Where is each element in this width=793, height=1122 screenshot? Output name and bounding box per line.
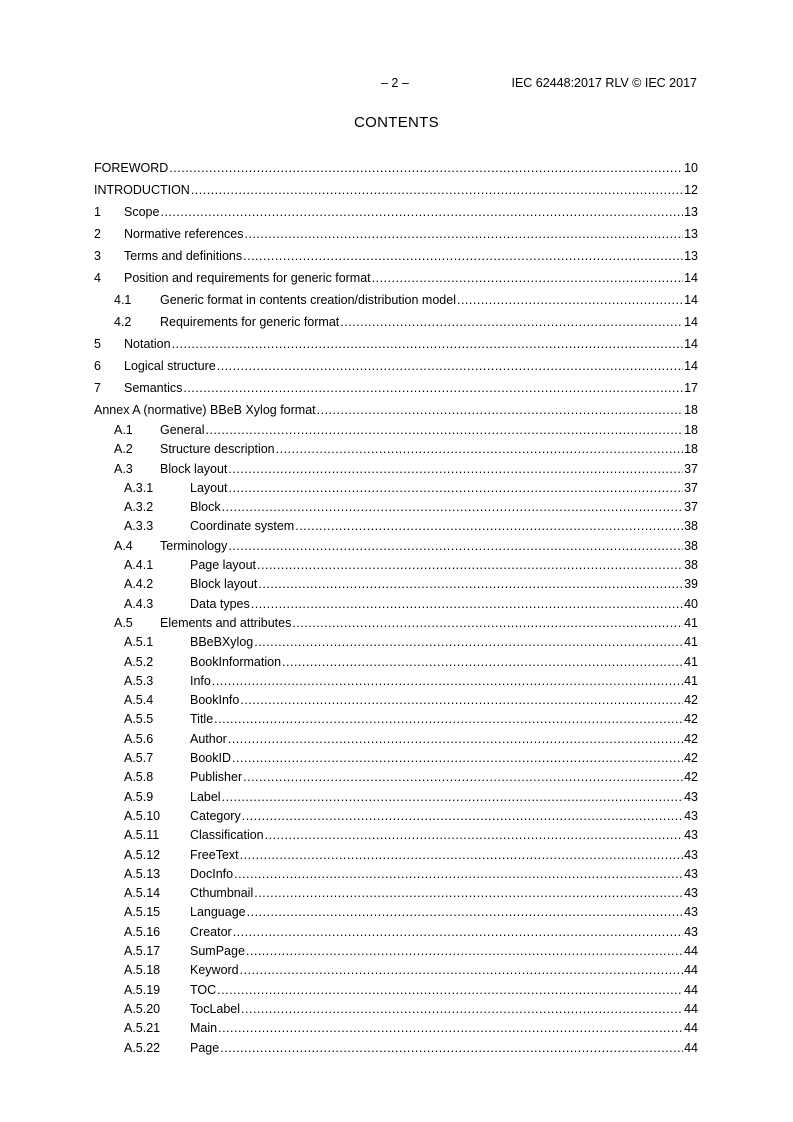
toc-entry-page: 44 bbox=[684, 1021, 698, 1036]
toc-entry[interactable] bbox=[94, 289, 698, 311]
toc-dot-leader bbox=[372, 267, 683, 289]
toc-entry-label: Page bbox=[190, 1040, 220, 1055]
toc-dot-leader bbox=[172, 333, 684, 355]
toc-entry-label: Generic format in contents creation/distribution model bbox=[160, 293, 456, 307]
toc-dot-leader bbox=[247, 903, 683, 922]
toc-dot-leader bbox=[317, 399, 683, 421]
toc-entry-page: 43 bbox=[684, 866, 698, 881]
toc-entry[interactable] bbox=[94, 575, 698, 594]
toc-entry-label: Main bbox=[190, 1021, 218, 1036]
toc-entry-number: A.5.15 bbox=[124, 905, 161, 920]
toc-entry-number: A.4 bbox=[114, 538, 133, 553]
toc-entry[interactable] bbox=[94, 267, 698, 289]
toc-entry-number: A.4.2 bbox=[124, 577, 154, 592]
toc-entry-label: Terminology bbox=[160, 538, 228, 553]
table-of-contents bbox=[94, 157, 698, 1058]
toc-entry-label: FOREWORD bbox=[94, 161, 169, 175]
toc-entry[interactable] bbox=[94, 333, 698, 355]
toc-entry-label: Category bbox=[190, 808, 241, 823]
toc-entry-label: Logical structure bbox=[124, 359, 216, 373]
toc-dot-leader bbox=[251, 595, 683, 614]
toc-entry-label: DocInfo bbox=[190, 866, 234, 881]
toc-entry-label: Terms and definitions bbox=[124, 249, 243, 263]
toc-entry-page: 37 bbox=[684, 480, 698, 495]
toc-dot-leader bbox=[228, 730, 683, 749]
toc-entry-label: Cthumbnail bbox=[190, 886, 254, 901]
toc-entry[interactable] bbox=[94, 1019, 698, 1038]
toc-entry[interactable] bbox=[94, 614, 698, 633]
toc-entry[interactable] bbox=[94, 730, 698, 749]
toc-entry-number: A.5.8 bbox=[124, 770, 154, 785]
toc-entry-number: A.5.14 bbox=[124, 886, 161, 901]
toc-entry-number: A.5.9 bbox=[124, 789, 154, 804]
toc-entry-page: 43 bbox=[684, 886, 698, 901]
toc-entry-page: 14 bbox=[684, 293, 698, 307]
toc-entry-number: A.5.21 bbox=[124, 1021, 161, 1036]
toc-entry-page: 43 bbox=[684, 847, 698, 862]
toc-entry-number: A.5.17 bbox=[124, 944, 161, 959]
toc-entry[interactable] bbox=[94, 865, 698, 884]
toc-entry-label: BookInfo bbox=[190, 693, 240, 708]
toc-entry-number: A.5.18 bbox=[124, 963, 161, 978]
toc-entry-number: A.5.7 bbox=[124, 751, 154, 766]
toc-dot-leader bbox=[243, 768, 683, 787]
toc-entry-label: Label bbox=[190, 789, 221, 804]
toc-entry-label: Elements and attributes bbox=[160, 615, 292, 630]
toc-entry-number: 2 bbox=[94, 227, 101, 241]
toc-entry-page: 38 bbox=[684, 558, 698, 573]
toc-entry[interactable] bbox=[94, 633, 698, 652]
toc-entry-page: 41 bbox=[684, 654, 698, 669]
toc-entry[interactable] bbox=[94, 846, 698, 865]
toc-entry[interactable] bbox=[94, 942, 698, 961]
toc-entry-number: A.3 bbox=[114, 461, 133, 476]
toc-entry-page: 42 bbox=[684, 751, 698, 766]
toc-entry[interactable] bbox=[94, 355, 698, 377]
toc-entry-number: 4.1 bbox=[114, 293, 132, 307]
toc-entry-page: 14 bbox=[684, 271, 698, 285]
toc-entry-number: A.3.3 bbox=[124, 519, 154, 534]
toc-entry-number: A.1 bbox=[114, 423, 133, 437]
toc-dot-leader bbox=[276, 440, 683, 459]
toc-entry-number: A.5.1 bbox=[124, 635, 154, 650]
toc-entry-label: FreeText bbox=[190, 847, 239, 862]
toc-entry-number: A.5.2 bbox=[124, 654, 154, 669]
toc-entry-number: 1 bbox=[94, 205, 101, 219]
toc-dot-leader bbox=[191, 179, 683, 201]
toc-dot-leader bbox=[241, 1000, 683, 1019]
toc-entry-page: 10 bbox=[684, 161, 698, 175]
toc-dot-leader bbox=[183, 377, 683, 399]
toc-entry-label: BookInformation bbox=[190, 654, 282, 669]
toc-dot-leader bbox=[240, 961, 683, 980]
toc-dot-leader bbox=[205, 421, 683, 440]
toc-dot-leader bbox=[254, 884, 683, 903]
toc-entry-page: 42 bbox=[684, 770, 698, 785]
toc-entry-label: TocLabel bbox=[190, 1001, 241, 1016]
toc-entry-number: A.5.4 bbox=[124, 693, 154, 708]
toc-entry-number: A.5.13 bbox=[124, 866, 161, 881]
toc-entry[interactable] bbox=[94, 826, 698, 845]
toc-entry-label: Semantics bbox=[124, 381, 183, 395]
toc-entry-number: A.5.10 bbox=[124, 808, 161, 823]
toc-entry-number: 6 bbox=[94, 359, 101, 373]
toc-entry[interactable] bbox=[94, 749, 698, 768]
toc-dot-leader bbox=[212, 672, 683, 691]
toc-entry-label: Author bbox=[190, 731, 227, 746]
toc-entry-number: A.4.1 bbox=[124, 558, 154, 573]
toc-entry-page: 43 bbox=[684, 789, 698, 804]
toc-dot-leader bbox=[282, 653, 683, 672]
toc-entry-page: 17 bbox=[684, 381, 698, 395]
toc-entry[interactable] bbox=[94, 1000, 698, 1019]
toc-entry-label: SumPage bbox=[190, 944, 245, 959]
toc-entry-label: Annex A (normative) BBeB Xylog format bbox=[94, 403, 316, 417]
toc-dot-leader bbox=[243, 245, 683, 267]
toc-entry[interactable] bbox=[94, 223, 698, 245]
toc-dot-leader bbox=[214, 710, 683, 729]
toc-entry-page: 41 bbox=[684, 615, 698, 630]
toc-entry-label: INTRODUCTION bbox=[94, 183, 190, 197]
toc-entry-label: Block bbox=[190, 500, 221, 515]
toc-dot-leader bbox=[265, 826, 683, 845]
toc-entry[interactable] bbox=[94, 788, 698, 807]
toc-entry-label: Position and requirements for generic format bbox=[124, 271, 371, 285]
toc-dot-leader bbox=[340, 311, 683, 333]
toc-entry[interactable] bbox=[94, 981, 698, 1000]
toc-entry[interactable] bbox=[94, 672, 698, 691]
toc-dot-leader bbox=[292, 614, 683, 633]
toc-entry-page: 37 bbox=[684, 461, 698, 476]
toc-dot-leader bbox=[228, 460, 683, 479]
toc-entry-label: Layout bbox=[190, 480, 228, 495]
toc-entry-number: 7 bbox=[94, 381, 101, 395]
toc-entry[interactable] bbox=[94, 157, 698, 179]
toc-entry-page: 13 bbox=[684, 205, 698, 219]
toc-entry[interactable] bbox=[94, 201, 698, 223]
toc-entry-label: Title bbox=[190, 712, 214, 727]
toc-entry-number: 4.2 bbox=[114, 315, 132, 329]
toc-entry-label: Creator bbox=[190, 924, 232, 939]
toc-entry[interactable] bbox=[94, 179, 698, 201]
toc-entry-page: 41 bbox=[684, 635, 698, 650]
toc-entry-page: 44 bbox=[684, 944, 698, 959]
toc-entry-page: 42 bbox=[684, 712, 698, 727]
toc-entry-page: 44 bbox=[684, 1001, 698, 1016]
toc-entry-label: Data types bbox=[190, 596, 250, 611]
toc-entry-page: 44 bbox=[684, 963, 698, 978]
toc-entry-page: 14 bbox=[684, 315, 698, 329]
toc-entry[interactable] bbox=[94, 498, 698, 517]
toc-dot-leader bbox=[217, 355, 683, 377]
toc-dot-leader bbox=[222, 498, 684, 517]
toc-entry-label: Requirements for generic format bbox=[160, 315, 340, 329]
toc-entry-page: 13 bbox=[684, 227, 698, 241]
page-number: – 2 – bbox=[381, 76, 409, 90]
toc-entry-number: A.5.5 bbox=[124, 712, 154, 727]
toc-entry-page: 42 bbox=[684, 693, 698, 708]
toc-entry-number: A.2 bbox=[114, 442, 133, 457]
toc-dot-leader bbox=[160, 201, 683, 223]
toc-dot-leader bbox=[234, 865, 683, 884]
toc-entry-page: 18 bbox=[684, 403, 698, 417]
toc-entry-page: 13 bbox=[684, 249, 698, 263]
toc-dot-leader bbox=[246, 942, 683, 961]
toc-entry-page: 18 bbox=[684, 442, 698, 457]
toc-entry-label: Block layout bbox=[160, 461, 228, 476]
page-title: CONTENTS bbox=[354, 114, 439, 131]
toc-entry-label: Structure description bbox=[160, 442, 275, 457]
toc-dot-leader bbox=[217, 981, 683, 1000]
toc-entry-number: 3 bbox=[94, 249, 101, 263]
toc-entry-page: 38 bbox=[684, 538, 698, 553]
toc-entry-label: Coordinate system bbox=[190, 519, 295, 534]
toc-entry-number: A.5.22 bbox=[124, 1040, 161, 1055]
toc-entry[interactable] bbox=[94, 903, 698, 922]
toc-entry-label: Block layout bbox=[190, 577, 258, 592]
page-header bbox=[0, 76, 793, 92]
toc-dot-leader bbox=[233, 923, 683, 942]
toc-dot-leader bbox=[257, 556, 683, 575]
toc-entry-number: A.5.20 bbox=[124, 1001, 161, 1016]
toc-entry[interactable] bbox=[94, 923, 698, 942]
toc-entry[interactable] bbox=[94, 311, 698, 333]
toc-entry-label: Info bbox=[190, 673, 211, 688]
toc-entry-page: 18 bbox=[684, 423, 698, 437]
toc-entry-page: 43 bbox=[684, 808, 698, 823]
toc-entry-number: 5 bbox=[94, 337, 101, 351]
toc-entry-page: 41 bbox=[684, 673, 698, 688]
toc-entry-page: 39 bbox=[684, 577, 698, 592]
toc-entry-number: A.5.3 bbox=[124, 673, 154, 688]
toc-entry[interactable] bbox=[94, 245, 698, 267]
toc-dot-leader bbox=[245, 223, 684, 245]
toc-entry-label: Page layout bbox=[190, 558, 257, 573]
toc-dot-leader bbox=[218, 1019, 683, 1038]
toc-dot-leader bbox=[240, 691, 683, 710]
toc-entry-label: Keyword bbox=[190, 963, 239, 978]
toc-entry-number: A.3.2 bbox=[124, 500, 154, 515]
toc-entry-label: TOC bbox=[190, 982, 217, 997]
toc-dot-leader bbox=[220, 1039, 683, 1058]
toc-entry-label: Normative references bbox=[124, 227, 244, 241]
toc-entry-page: 44 bbox=[684, 982, 698, 997]
toc-entry-label: BBeBXylog bbox=[190, 635, 254, 650]
toc-entry[interactable] bbox=[94, 768, 698, 787]
toc-entry[interactable] bbox=[94, 691, 698, 710]
toc-entry-number: A.4.3 bbox=[124, 596, 154, 611]
toc-entry-label: Notation bbox=[124, 337, 171, 351]
toc-entry-page: 43 bbox=[684, 905, 698, 920]
toc-entry-label: Publisher bbox=[190, 770, 243, 785]
toc-entry[interactable] bbox=[94, 961, 698, 980]
toc-entry[interactable] bbox=[94, 537, 698, 556]
toc-entry-page: 40 bbox=[684, 596, 698, 611]
toc-entry[interactable] bbox=[94, 884, 698, 903]
toc-entry-page: 12 bbox=[684, 183, 698, 197]
toc-entry[interactable] bbox=[94, 595, 698, 614]
toc-entry-label: Language bbox=[190, 905, 246, 920]
toc-dot-leader bbox=[242, 807, 683, 826]
toc-dot-leader bbox=[457, 289, 683, 311]
toc-entry-page: 14 bbox=[684, 337, 698, 351]
toc-dot-leader bbox=[222, 788, 684, 807]
toc-dot-leader bbox=[228, 537, 683, 556]
toc-entry-page: 37 bbox=[684, 500, 698, 515]
toc-dot-leader bbox=[258, 575, 683, 594]
toc-dot-leader bbox=[229, 479, 684, 498]
toc-entry[interactable] bbox=[94, 1039, 698, 1058]
toc-dot-leader bbox=[295, 517, 683, 536]
toc-entry-number: A.5.12 bbox=[124, 847, 161, 862]
toc-entry[interactable] bbox=[94, 377, 698, 399]
toc-entry-page: 38 bbox=[684, 519, 698, 534]
toc-entry-page: 44 bbox=[684, 1040, 698, 1055]
toc-entry[interactable] bbox=[94, 460, 698, 479]
toc-entry-page: 43 bbox=[684, 828, 698, 843]
toc-entry-number: A.5.11 bbox=[124, 828, 160, 843]
toc-entry[interactable] bbox=[94, 479, 698, 498]
toc-entry-number: A.5 bbox=[114, 615, 133, 630]
toc-entry-page: 14 bbox=[684, 359, 698, 373]
toc-dot-leader bbox=[169, 157, 683, 179]
toc-entry[interactable] bbox=[94, 710, 698, 729]
toc-dot-leader bbox=[254, 633, 683, 652]
toc-entry-number: 4 bbox=[94, 271, 101, 285]
toc-entry-page: 42 bbox=[684, 731, 698, 746]
toc-entry-page: 43 bbox=[684, 924, 698, 939]
toc-entry-label: BookID bbox=[190, 751, 231, 766]
toc-entry-number: A.5.6 bbox=[124, 731, 154, 746]
toc-dot-leader bbox=[232, 749, 683, 768]
toc-entry[interactable] bbox=[94, 517, 698, 536]
toc-entry-label: Scope bbox=[124, 205, 160, 219]
toc-entry[interactable] bbox=[94, 653, 698, 672]
document-id: IEC 62448:2017 RLV © IEC 2017 bbox=[511, 76, 697, 90]
toc-entry-number: A.3.1 bbox=[124, 480, 154, 495]
toc-entry[interactable] bbox=[94, 421, 698, 440]
toc-entry[interactable] bbox=[94, 440, 698, 459]
toc-entry-number: A.5.19 bbox=[124, 982, 161, 997]
toc-entry-label: Classification bbox=[190, 828, 264, 843]
toc-entry[interactable] bbox=[94, 556, 698, 575]
toc-entry-number: A.5.16 bbox=[124, 924, 161, 939]
toc-entry[interactable] bbox=[94, 807, 698, 826]
toc-entry-label: General bbox=[160, 423, 205, 437]
toc-dot-leader bbox=[240, 846, 683, 865]
toc-entry[interactable] bbox=[94, 399, 698, 421]
